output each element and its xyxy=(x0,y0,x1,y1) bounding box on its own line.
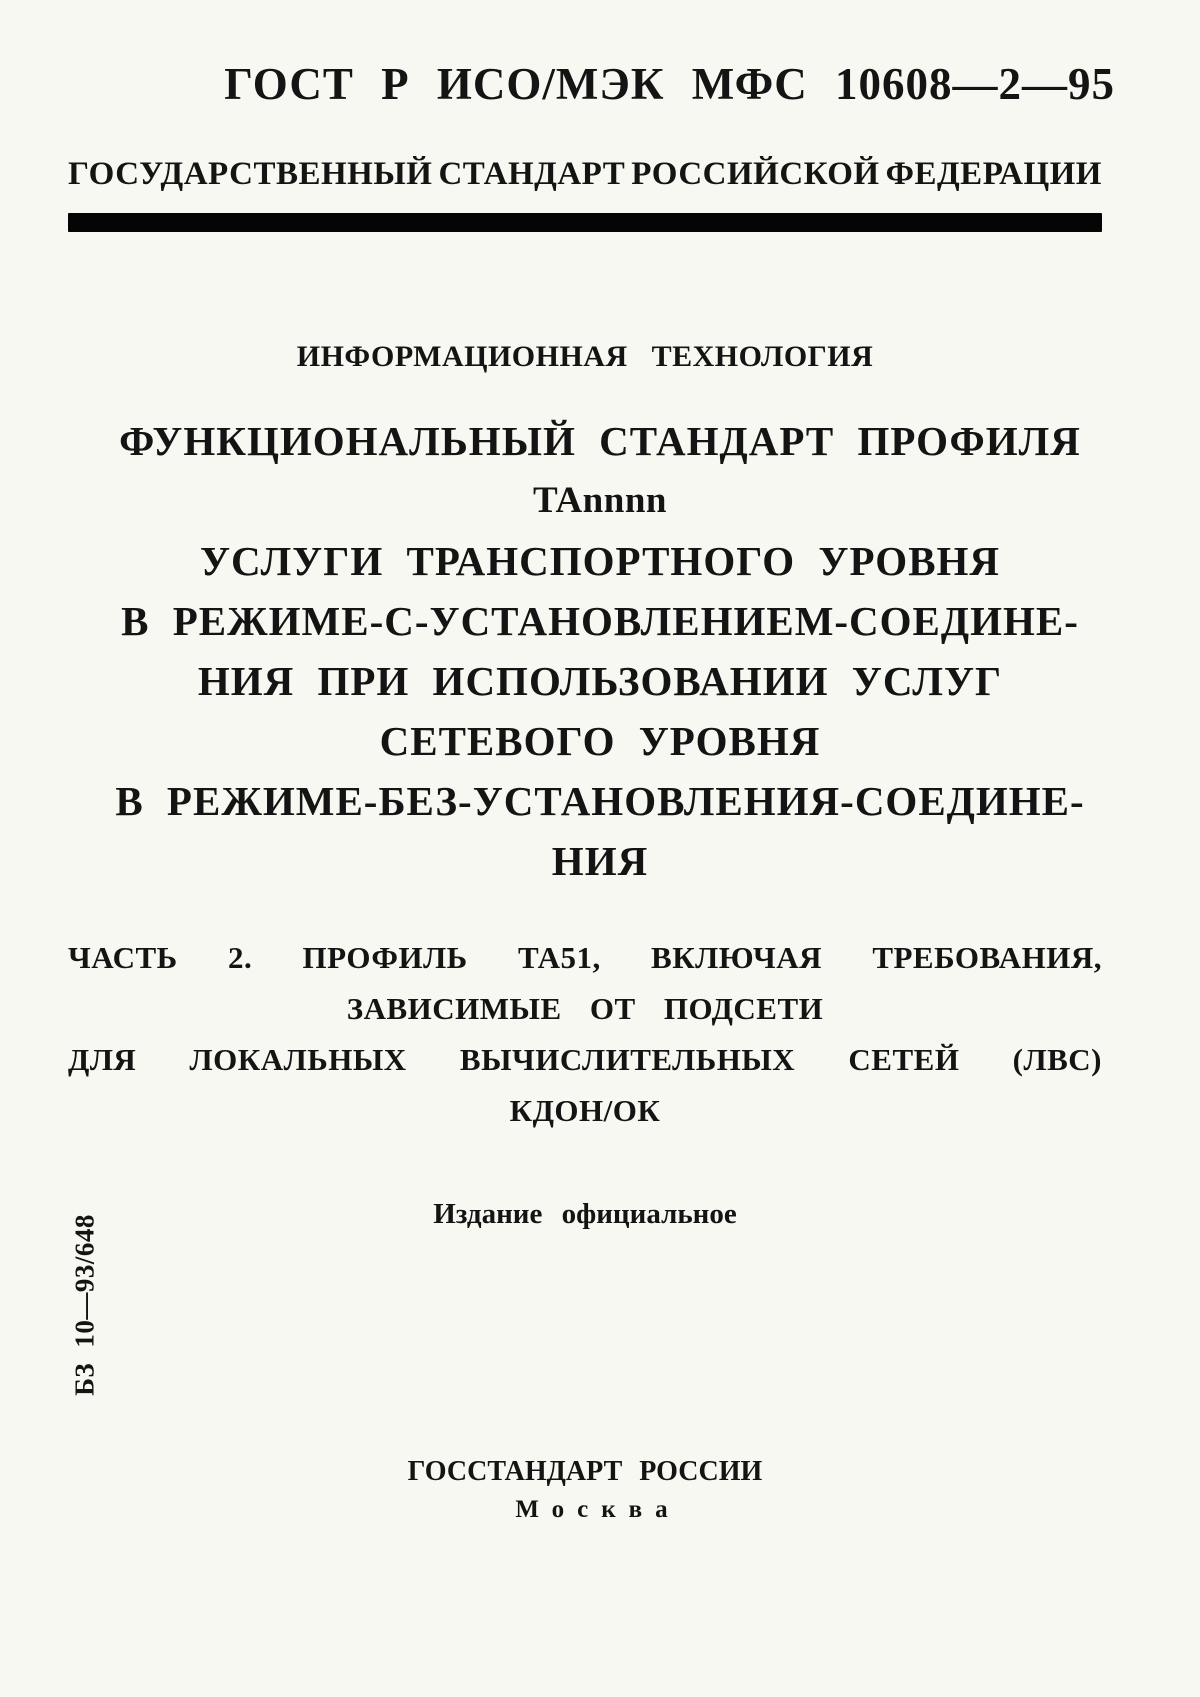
state-standard-heading xyxy=(68,156,1102,193)
title-line: СЕТЕВОГО УРОВНЯ xyxy=(379,718,821,764)
part-word: ВКЛЮЧАЯ xyxy=(651,940,823,975)
state-standard-word: СТАНДАРТ xyxy=(438,156,626,192)
state-standard-word: РОССИЙСКОЙ xyxy=(631,156,880,192)
state-standard-word: ФЕДЕРАЦИИ xyxy=(885,156,1102,192)
part-word: ДЛЯ xyxy=(68,1042,137,1077)
part-word: ВЫЧИСЛИТЕЛЬНЫХ xyxy=(459,1042,796,1077)
standard-code: ГОСТ Р ИСО/МЭК МФС 10608—2—95 xyxy=(224,59,1115,109)
part-word: ТА51, xyxy=(517,940,601,975)
side-registration-code: БЗ 10—93/648 xyxy=(69,1214,100,1396)
publisher-city: Москва xyxy=(515,1496,681,1523)
part-word: СЕТЕЙ xyxy=(848,1042,960,1077)
part-word: ЧАСТЬ xyxy=(68,940,178,975)
state-standard-word: ГОСУДАРСТВЕННЫЙ xyxy=(68,156,433,192)
part-subnet-code: КДОН/ОК xyxy=(509,1093,661,1128)
part-word: 2. xyxy=(227,940,253,975)
part-word: (ЛВС) xyxy=(1012,1042,1102,1077)
edition-note: Издание официальное xyxy=(433,1198,737,1230)
main-title xyxy=(50,411,1150,891)
publisher-name: ГОССТАНДАРТ РОССИИ xyxy=(407,1456,763,1487)
part-word: ЛОКАЛЬНЫХ xyxy=(189,1042,407,1077)
part-word: ПРОФИЛЬ xyxy=(302,940,468,975)
title-line: УСЛУГИ ТРАНСПОРТНОГО УРОВНЯ xyxy=(199,538,1001,584)
part-line: ЗАВИСИМЫЕ ОТ ПОДСЕТИ xyxy=(346,991,824,1026)
separator-bar xyxy=(68,213,1102,232)
title-line: В РЕЖИМЕ-БЕЗ-УСТАНОВЛЕНИЯ-СОЕДИНЕ- xyxy=(115,778,1085,824)
category-heading: ИНФОРМАЦИОННАЯ ТЕХНОЛОГИЯ xyxy=(296,340,874,373)
part-word: ТРЕБОВАНИЯ, xyxy=(872,940,1102,975)
title-profile-code: TAnnnn xyxy=(533,480,667,521)
part-heading xyxy=(68,932,1102,1136)
part-line xyxy=(68,932,1102,983)
title-line: ФУНКЦИОНАЛЬНЫЙ СТАНДАРТ ПРОФИЛЯ xyxy=(119,418,1081,464)
part-line xyxy=(68,1034,1102,1085)
title-line: НИЯ xyxy=(551,838,649,884)
title-line: НИЯ ПРИ ИСПОЛЬЗОВАНИИ УСЛУГ xyxy=(197,658,1003,704)
title-line: В РЕЖИМЕ-С-УСТАНОВЛЕНИЕМ-СОЕДИНЕ- xyxy=(121,598,1079,644)
